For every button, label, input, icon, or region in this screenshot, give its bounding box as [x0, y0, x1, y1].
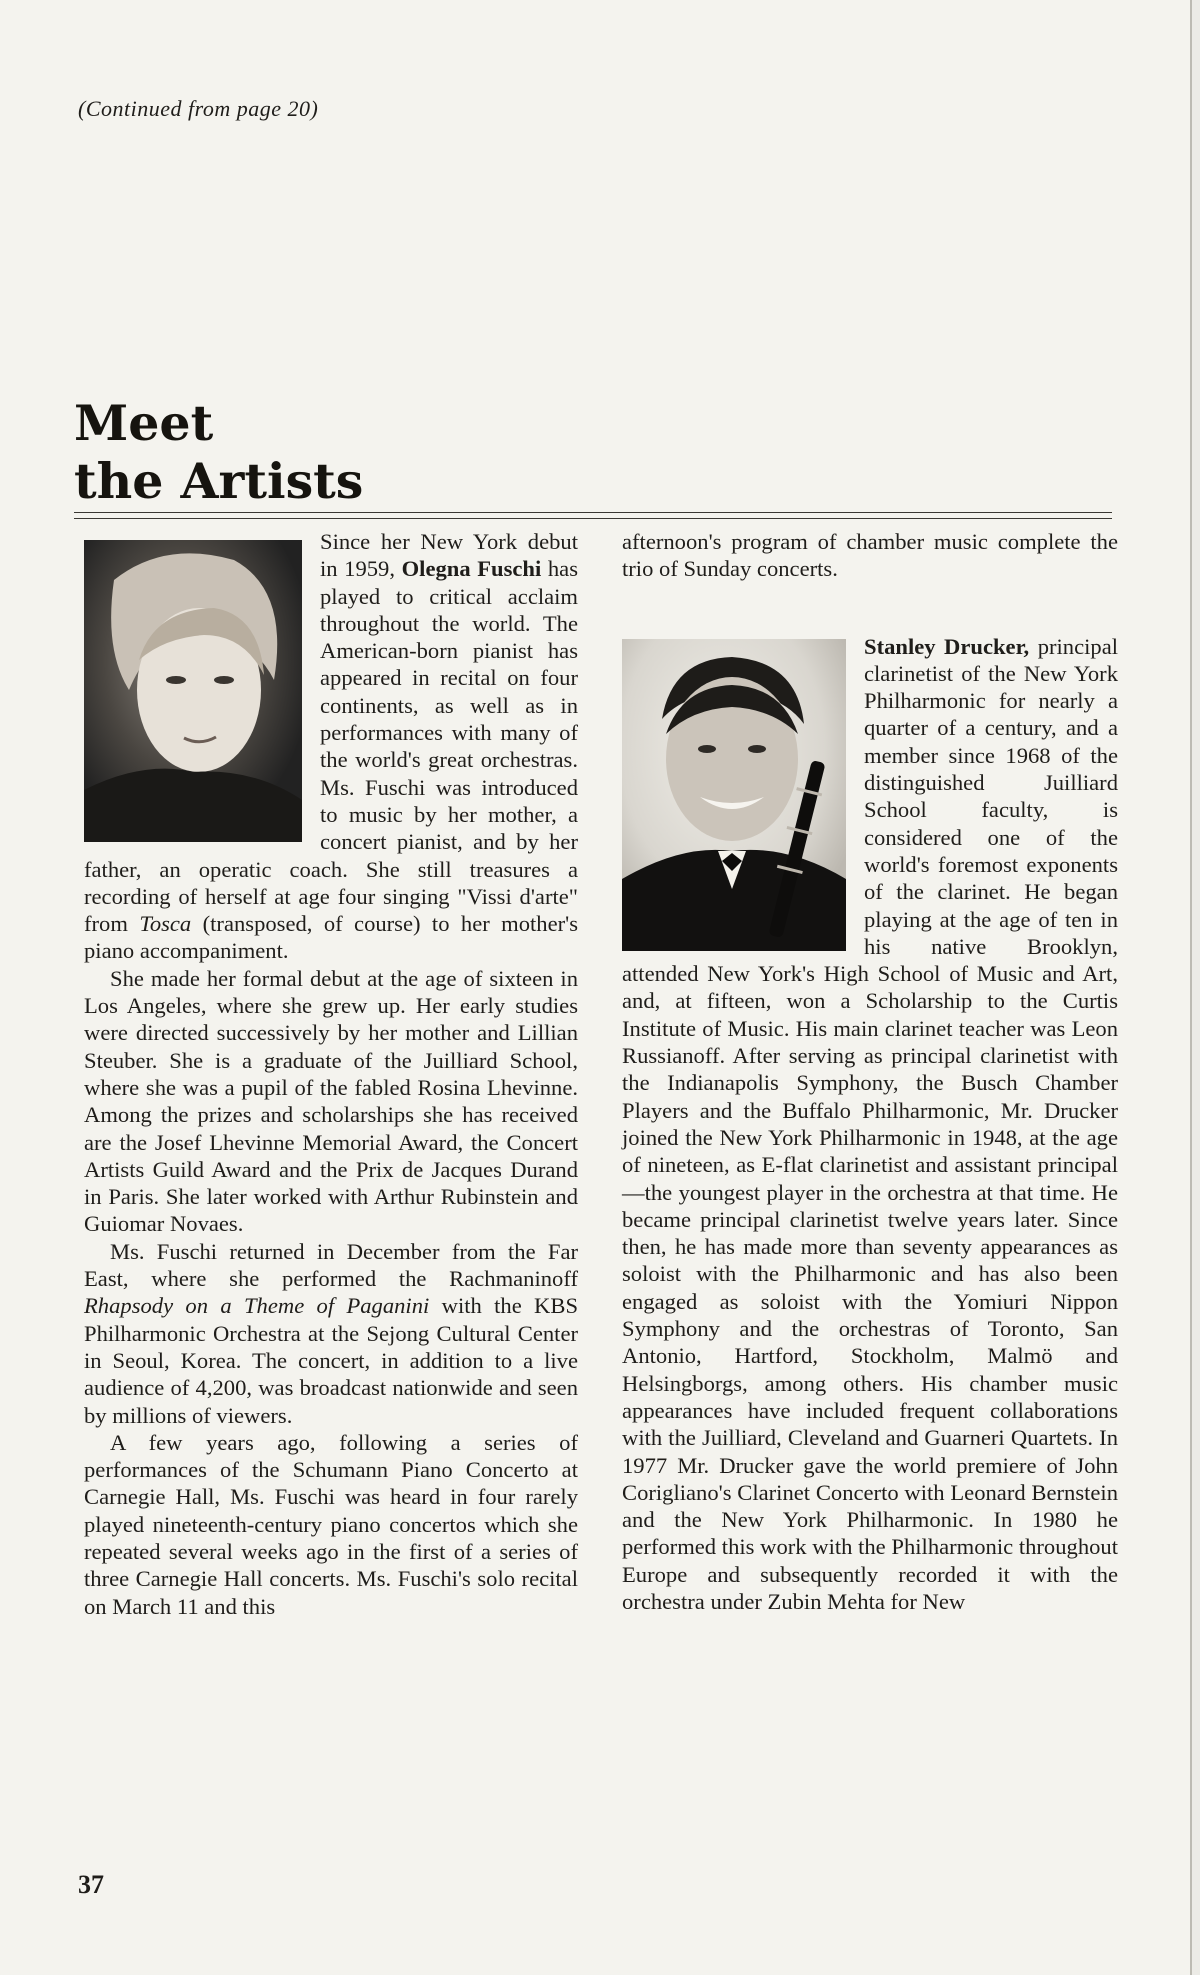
drucker-name: Stanley Drucker,: [864, 633, 1030, 659]
fuschi-p1-text-a: Since her New York debut in 1959,: [320, 529, 578, 582]
fuschi-paragraph-3: [84, 1238, 578, 1429]
fuschi-p1-text-c: (transposed, of course) to her mother's piano accompaniment.: [84, 911, 578, 964]
page-number: 37: [78, 1870, 104, 1899]
fuschi-portrait-image: [84, 540, 302, 842]
left-column: [84, 528, 578, 1620]
title-line-1: Meet: [74, 394, 214, 452]
drucker-portrait-image: [622, 639, 846, 951]
fuschi-name: Olegna Fuschi: [401, 556, 542, 582]
fuschi-p3-text-b: with the KBS Philharmonic Orchestra at the Sejong Cultural Center in Seoul, Korea. The concert, in addition to a live audience of 4,200, was broadcast nationwide and seen by millions of viewers.: [84, 1293, 579, 1428]
rhapsody-title: Rhapsody on a Theme of Paganini: [84, 1293, 430, 1319]
title-rule-top: [74, 512, 1112, 513]
drucker-p1-text: principal clarinetist of the New York Philharmonic for nearly a quarter of a century, and a member since 1968 of the distinguished Juilliard School faculty, is considered one of the world's foremost exponents of the clarinet. He began playing at the age of ten in his native Brooklyn, attended New York's High School of Music and Art, and, at fifteen, won a Scholarship to the Curtis Institute of Music. His main clarinet teacher was Leon Russianoff. After serving as principal clarinetist with the Indianapolis Symphony, the Busch Chamber Players and the Buffalo Philharmonic, Mr. Drucker joined the New York Philharmonic in 1948, at the age of nineteen, as E-flat clarinetist and assistant principal—the youngest player in the orchestra at that time. He became principal clarinetist twelve years later. Since then, he has made more than seventy appearances as soloist with the Philharmonic and has also been engaged as soloist with the Yomiuri Nippon Symphony and the orchestras of Toronto, San Antonio, Hartford, Stockholm, Malmö and Helsingborgs, among others. His chamber music appearances have included frequent collaborations with the Juilliard, Cleveland and Guarneri Quartets. In 1977 Mr. Drucker gave the world premiere of John Corigliano's Clarinet Concerto with Leonard Bernstein and the New York Philharmonic. In 1980 he performed this work with the Philharmonic throughout Europe and subsequently recorded it with the orchestra under Zubin Mehta for New: [622, 633, 1119, 1614]
continued-note: (Continued from page 20): [78, 96, 319, 121]
tosca-title: Tosca: [139, 911, 192, 937]
title-rule-bottom: [74, 518, 1112, 519]
fuschi-p1-text-b: has played to critical acclaim throughout the world. The American-born pianist has appeared in recital on four continents, as well as in performances with many of the world's great orchestras. Ms. Fuschi was introduced to music by her mother, a concert pianist, and by her father, an operatic coach. She still treasures a recording of herself at age four singing "Vissi d'arte" from: [84, 556, 578, 937]
fuschi-paragraph-continued: afternoon's program of chamber music complete the trio of Sunday concerts.: [622, 529, 1118, 582]
column-spacer: [622, 583, 1118, 633]
drucker-portrait: [622, 639, 846, 951]
page-title: [74, 394, 363, 510]
fuschi-paragraph-2: She made her formal debut at the age of sixteen in Los Angeles, where she grew up. Her early studies were directed successively by her mother and Lillian Steuber. She is a graduate of the Juilliard School, where she was a pupil of the fabled Rosina Lhevinne. Among the prizes and scholarships she has received are the Josef Lhevinne Memorial Award, the Concert Artists Guild Award and the Prix de Jacques Durand in Paris. She later worked with Arthur Rubinstein and Guiomar Novaes.: [84, 965, 578, 1237]
title-line-2: the Artists: [74, 452, 364, 510]
fuschi-paragraph-4: A few years ago, following a series of performances of the Schumann Piano Concerto at Carnegie Hall, Ms. Fuschi was heard in four rarely played nineteenth-century piano concertos which she repeated several weeks ago in the first of a series of three Carnegie Hall concerts. Ms. Fuschi's solo recital on March 11 and this: [84, 1429, 578, 1619]
fuschi-portrait: [84, 540, 302, 842]
right-column: [622, 528, 1118, 1615]
fuschi-p3-text-a: Ms. Fuschi returned in December from the Far East, where she performed the Rachmaninoff: [84, 1238, 578, 1292]
